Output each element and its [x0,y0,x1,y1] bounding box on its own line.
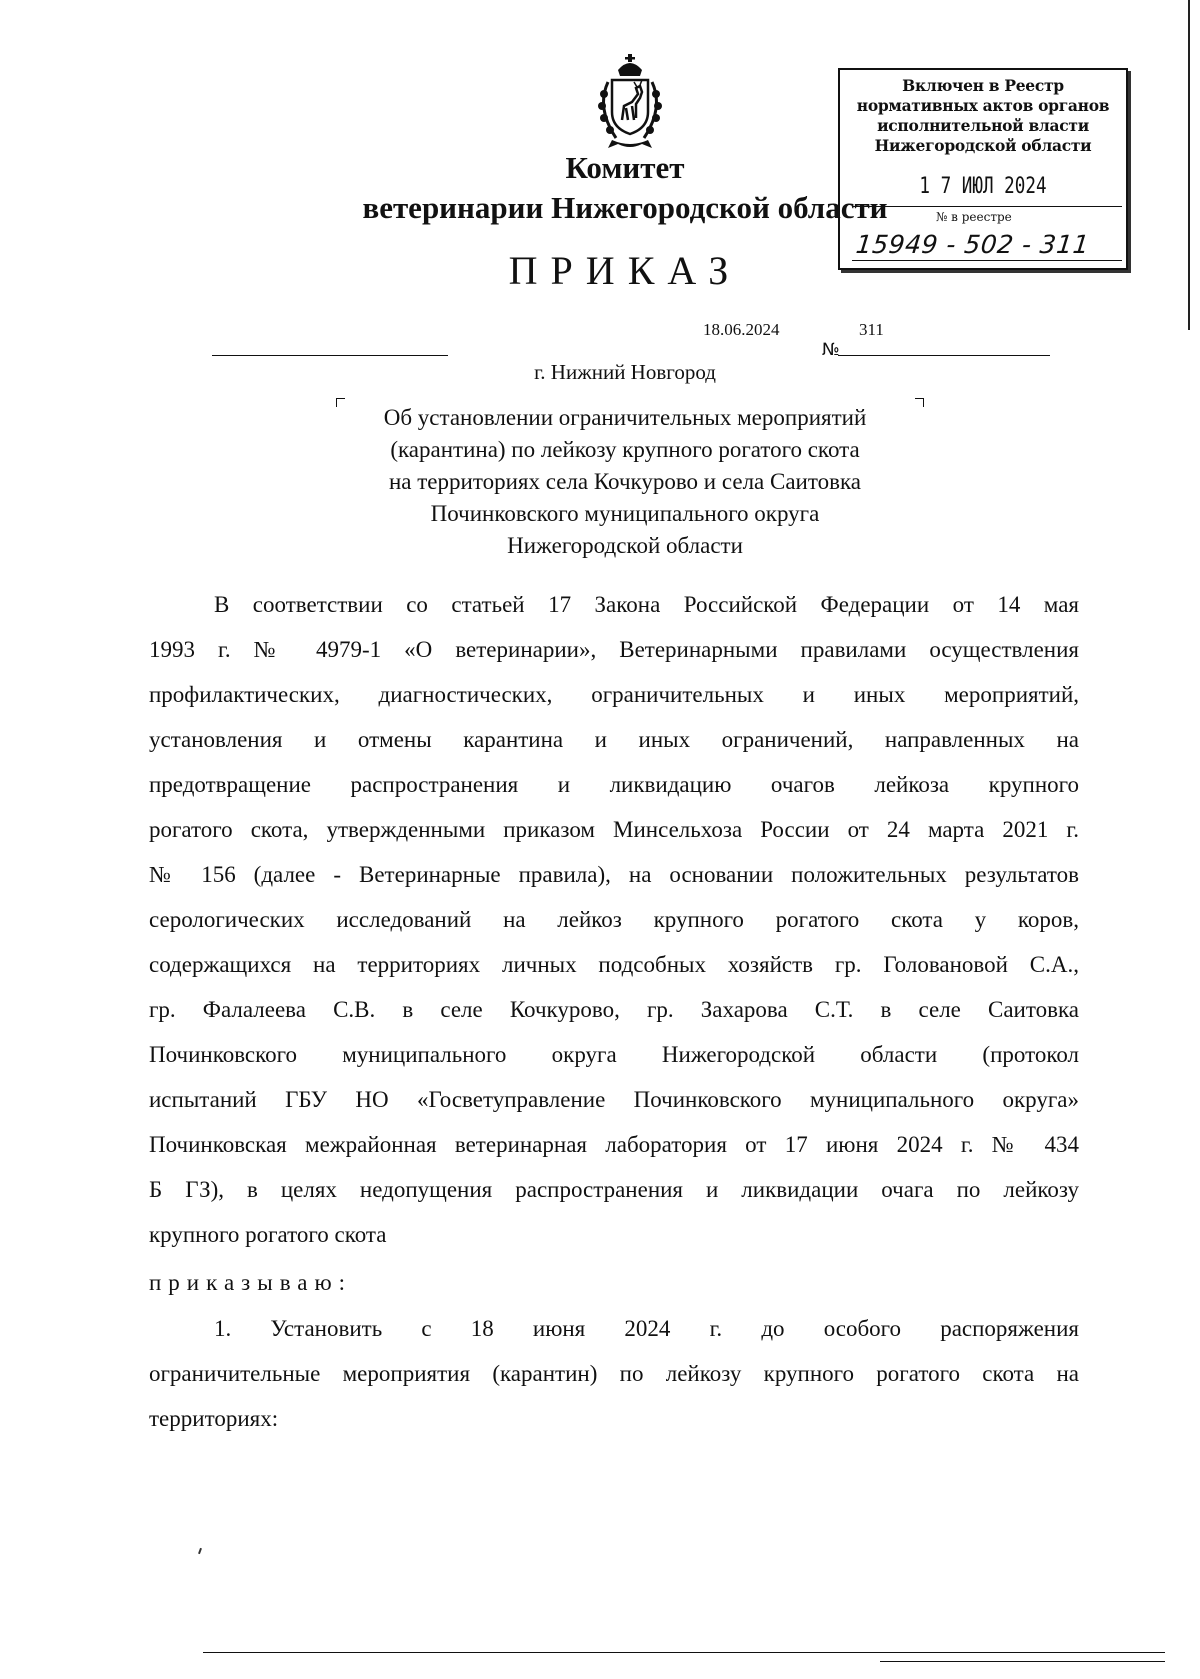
order-number: 311 [859,320,884,339]
preamble-line: испытаний ГБУ НО «Госветуправление Починковского муниципального округа» [149,1087,1079,1112]
footer-rule [203,1652,1165,1653]
stamp-registry-number: 15949 - 502 - 311 [854,230,1091,259]
stamp-date: 1 7 ИЮЛ 2024 [919,174,1047,199]
registry-stamp [838,68,1128,270]
coat-of-arms-icon [582,52,678,152]
number-underline [838,355,1050,356]
preamble-line: Починковская межрайонная ветеринарная лаборатория от 17 июня 2024 г. № 434 [149,1132,1079,1157]
stamp-number-label: № в реестре [936,210,1012,224]
date-underline [212,355,448,356]
item-1-line: ограничительные мероприятия (карантин) по лейкозу крупного рогатого скота на [149,1361,1079,1386]
subject-line: Починковского муниципального округа [430,501,820,526]
order-subject [320,402,930,562]
preamble-line: крупного рогатого скота [149,1222,387,1247]
order-date: 18.06.2024 [703,320,780,339]
preamble-line: содержащихся на территориях личных подсобных хозяйств гр. Головановой С.А., [149,952,1079,977]
scan-edge [1188,0,1190,330]
footer-rule-secondary [880,1661,1165,1662]
org-name-line2: ветеринарии Нижегородской области [362,190,888,225]
subject-line: Об установлении ограничительных мероприятий [383,405,867,430]
item-1-paragraph [149,1306,1079,1441]
stamp-line-2: нормативных актов органов [856,96,1110,115]
item-1-line: территориях: [149,1406,279,1431]
preamble-line: профилактических, диагностических, ограничительных и иных мероприятий, [149,682,1079,707]
stamp-underline [852,260,1122,261]
org-name-line1: Комитет [565,150,685,185]
preamble-line: серологических исследований на лейкоз крупного рогатого скота у коров, [149,907,1079,932]
preamble-line: 1993 г. № 4979-1 «О ветеринарии», Ветеринарными правилами осуществления [149,637,1079,662]
document-type-title: ПРИКАЗ [508,248,742,293]
stamp-line-4: Нижегородской области [874,136,1092,155]
preamble-line: предотвращение распространения и ликвидацию очагов лейкоза крупного [149,772,1079,797]
city-line: г. Нижний Новгород [534,360,716,384]
subject-line: (карантина) по лейкозу крупного рогатого скота [390,437,860,462]
number-sign: № [822,340,840,360]
preamble-line: Починковского муниципального округа Нижегородской области (протокол [149,1042,1079,1067]
preamble-line: Б ГЗ), в целях недопущения распространения и ликвидации очага по лейкозу [149,1177,1079,1202]
preamble-line: рогатого скота, утвержденными приказом Минсельхоза России от 24 марта 2021 г. [149,817,1079,842]
subject-line: на территориях села Кочкурово и села Саитовка [388,469,862,494]
scan-speck [198,1548,202,1554]
preamble-line: установления и отмены карантина и иных ограничений, направленных на [149,727,1079,752]
item-1-line: 1. Установить с 18 июня 2024 г. до особого распоряжения [214,1316,1079,1341]
stamp-line-3: исполнительной власти [877,116,1089,135]
order-word: приказываю: [149,1270,353,1295]
preamble-line: гр. Фалалеева С.В. в селе Кочкурово, гр. Захарова С.Т. в селе Саитовка [149,997,1079,1022]
preamble-line: № 156 (далее - Ветеринарные правила), на основании положительных результатов [149,862,1079,887]
subject-line: Нижегородской области [507,533,743,558]
preamble-paragraph [149,582,1079,1257]
stamp-divider [852,206,1122,207]
preamble-line: В соответствии со статьей 17 Закона Российской Федерации от 14 мая [214,592,1079,617]
stamp-line-1: Включен в Реестр [902,76,1064,95]
